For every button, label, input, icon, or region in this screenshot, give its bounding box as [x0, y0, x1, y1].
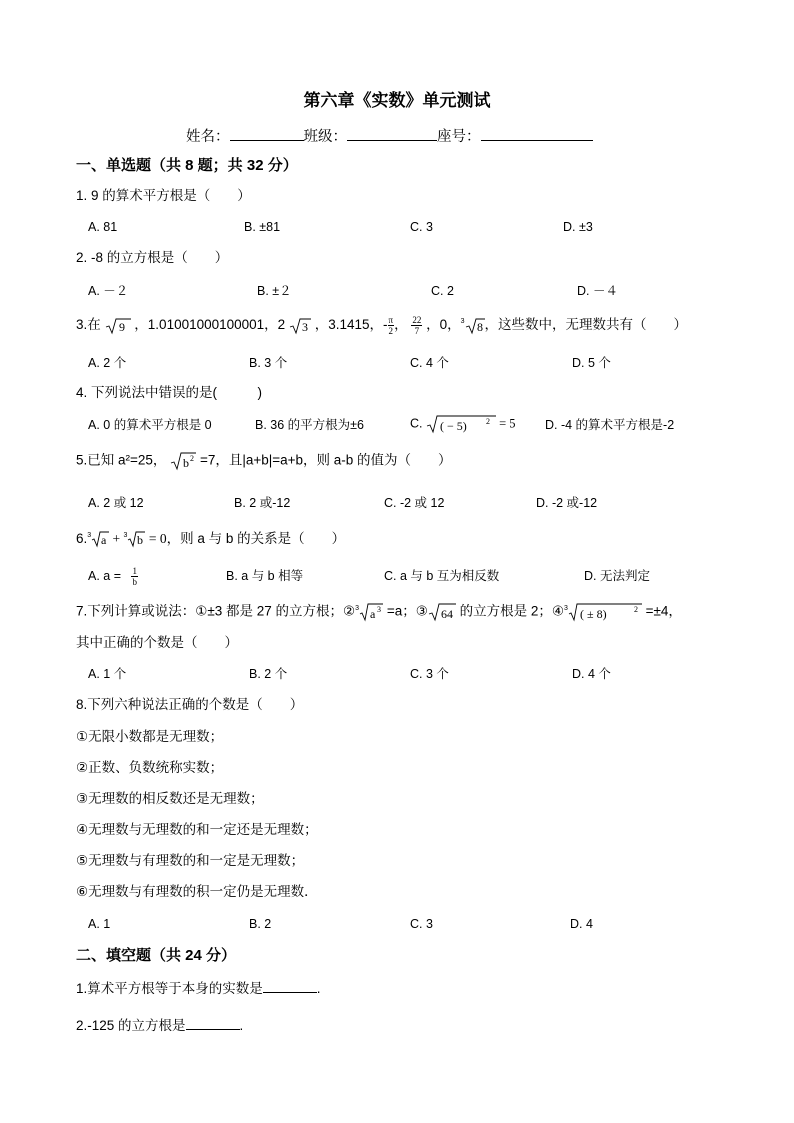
svg-text:2: 2 [190, 454, 195, 463]
q8-statement: ③无理数的相反数还是无理数； [76, 791, 264, 806]
svg-text:8: 8 [476, 319, 483, 334]
q2-option-a[interactable]: A. －２ [88, 284, 129, 298]
q4-option-c[interactable]: C. ( − 5) 2 = 5 [410, 414, 516, 434]
pi-over-2: $\frac{\pi}{2}$ [388, 315, 394, 336]
q3-stem: 3.在 9 ，1.01001000100001，2 3 ，3.1415，- $\frac{\pi}{2}$ ， $\frac{22}{7}$ ，0，$^3$ 8 ，这些数中，无理数共有（ ） [76, 315, 688, 336]
q7-option-b[interactable]: B. 2 个 [249, 667, 288, 681]
svg-text:a: a [101, 533, 107, 548]
q8-stem: 8.下列六种说法正确的个数是（ ） [76, 697, 304, 712]
q8-option-c[interactable]: C. 3 [410, 917, 433, 931]
class-label: 班级： [303, 129, 347, 145]
section1-heading: 一、单选题（共 8 题；共 32 分） [76, 157, 298, 174]
q4-stem: 4. 下列说法中错误的是( ) [76, 385, 263, 400]
q1-option-b[interactable]: B. ±81 [244, 220, 281, 234]
seat-blank[interactable] [481, 126, 593, 141]
section2-heading: 二、填空题（共 24 分） [76, 947, 237, 964]
q6-option-a[interactable]: A. a = $\frac{1}{b}$ [88, 566, 137, 587]
q5-option-b[interactable]: B. 2 或-12 [234, 496, 291, 510]
q2-option-b[interactable]: B. ±２ [257, 284, 292, 298]
q2-option-c[interactable]: C. 2 [431, 284, 454, 298]
q3-option-d[interactable]: D. 5 个 [572, 356, 611, 370]
q4-option-d[interactable]: D. -4 的算术平方根是-2 [545, 418, 675, 432]
sqrt-neg5-squared [426, 414, 496, 434]
svg-text:2: 2 [485, 417, 490, 426]
fill-q1-blank[interactable] [263, 978, 317, 993]
q8-statement: ②正数、负数统称实数； [76, 760, 224, 775]
q8-statement: ④无理数与无理数的和一定还是无理数； [76, 822, 318, 837]
sqrt-3 [289, 317, 311, 335]
q5-option-d[interactable]: D. -2 或-12 [536, 496, 598, 510]
svg-text:( − 5): ( − 5) [439, 419, 467, 433]
q5-option-c[interactable]: C. -2 或 12 [384, 496, 445, 510]
q6-option-d[interactable]: D. 无法判定 [584, 569, 650, 583]
q7-option-a[interactable]: A. 1 个 [88, 667, 127, 681]
fill-q1: 1.算术平方根等于本身的实数是 . [76, 978, 321, 998]
q1-stem: 1. 9 的算术平方根是（ ） [76, 188, 251, 203]
q2-option-d[interactable]: D. －４ [577, 284, 618, 298]
q3-option-c[interactable]: C. 4 个 [410, 356, 449, 370]
fraction-22-7: $\frac{22}{7}$ [412, 315, 422, 336]
q4-option-a[interactable]: A. 0 的算术平方根是 0 [88, 418, 212, 432]
class-blank[interactable] [347, 126, 437, 141]
q3-option-a[interactable]: A. 2 个 [88, 356, 127, 370]
q6-option-b[interactable]: B. a 与 b 相等 [226, 569, 304, 583]
q5-option-a[interactable]: A. 2 或 12 [88, 496, 144, 510]
q8-statement: ⑤无理数与有理数的和一定是无理数； [76, 853, 305, 868]
q6-stem: 6.$^3$ a + $^3$ b = 0，则 a 与 b 的关系是（ ） [76, 531, 346, 548]
svg-text:9: 9 [118, 319, 125, 334]
svg-text:b: b [137, 533, 144, 548]
q1-option-d[interactable]: D. ±3 [563, 220, 593, 234]
cbrt-a [91, 530, 109, 548]
student-info-line [186, 125, 593, 146]
sqrt-9 [105, 317, 131, 335]
svg-text:3: 3 [301, 319, 308, 334]
q7-option-c[interactable]: C. 3 个 [410, 667, 449, 681]
q8-option-a[interactable]: A. 1 [88, 917, 111, 931]
cbrt-pm8-squared [568, 602, 642, 622]
q7-option-d[interactable]: D. 4 个 [572, 667, 611, 681]
q8-statement: ⑥无理数与有理数的积一定仍是无理数． [76, 884, 318, 899]
q6-option-c[interactable]: C. a 与 b 互为相反数 [384, 569, 500, 583]
q1-option-a[interactable]: A. 81 [88, 220, 118, 234]
cbrt-a-cubed [359, 602, 383, 622]
q7-stem: 7.下列计算或说法：①±3 都是 27 的立方根；②$^3$ a 3 =a；③ 64 的立方根是 2；④$^3$ ( ± 8) 2 =±4， [76, 603, 682, 621]
svg-text:2: 2 [633, 605, 638, 614]
q8-option-d[interactable]: D. 4 [570, 917, 593, 931]
page-title: 第六章《实数》单元测试 [303, 91, 491, 110]
q3-option-b[interactable]: B. 3 个 [249, 356, 288, 370]
cbrt-8 [465, 317, 485, 335]
svg-text:64: 64 [440, 607, 453, 621]
q5-stem: 5.已知 a²=25， b 2 =7，且|a+b|=a+b，则 a-b 的值为（ ） [76, 452, 452, 470]
seat-label: 座号： [437, 129, 481, 145]
sqrt-64 [428, 602, 456, 622]
q1-option-c[interactable]: C. 3 [410, 220, 433, 234]
cbrt-b [127, 530, 145, 548]
q4-option-b[interactable]: B. 36 的平方根为±6 [255, 418, 364, 432]
svg-text:3: 3 [377, 605, 382, 614]
fill-q2: 2.-125 的立方根是 . [76, 1015, 243, 1035]
svg-text:a: a [370, 607, 376, 621]
fill-q2-blank[interactable] [186, 1015, 240, 1030]
name-label: 姓名： [186, 129, 230, 145]
sqrt-b-squared [170, 451, 196, 471]
svg-text:b: b [183, 456, 190, 470]
q8-option-b[interactable]: B. 2 [249, 917, 272, 931]
fraction-1-over-b: $\frac{1}{b}$ [132, 566, 137, 587]
svg-text:( ± 8): ( ± 8) [579, 607, 607, 621]
q8-statement: ①无限小数都是无理数； [76, 729, 224, 744]
q7-stem-line2: 其中正确的个数是（ ） [76, 635, 238, 650]
q2-stem: 2. -8 的立方根是（ ） [76, 250, 229, 265]
name-blank[interactable] [230, 126, 304, 141]
